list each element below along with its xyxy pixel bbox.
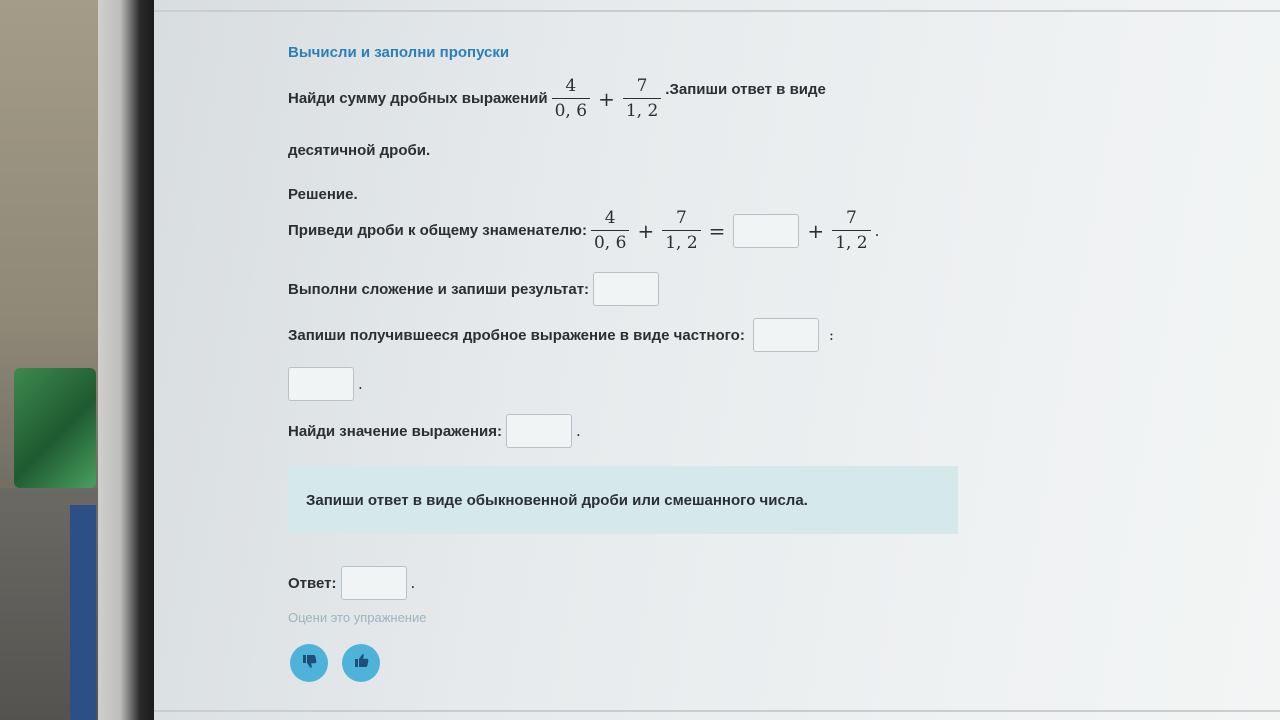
rate-exercise-label: Оцени это упражнение [288,610,427,625]
dislike-button[interactable] [290,644,328,682]
step-addition [288,272,663,306]
plus-sign: + [598,86,615,111]
background-post [70,505,96,720]
screen [154,0,1280,720]
like-button[interactable] [342,644,380,682]
exercise-card [288,0,1188,720]
statement-text-after: .Запиши ответ в виде [665,81,826,98]
hint-text: Запиши ответ в виде обыкновенной дроби или смешанного числа. [306,491,808,509]
task-statement [288,76,826,121]
step4-answer-input[interactable] [506,414,572,448]
fraction-7-over-1-2: $\frac{7}{1, 2}$ [623,76,661,121]
step1-period: . [874,221,880,240]
fraction-7-over-1-2: $\frac{7}{1, 2}$ [832,208,870,253]
statement-line2: десятичной дроби. [288,142,431,159]
step-quotient-line2 [288,367,363,401]
step3-dividend-input[interactable] [753,318,819,352]
step4-period: . [575,422,581,440]
exercise-title: Вычисли и заполни пропуски [288,44,510,61]
equals-sign: = [708,218,726,243]
step4-label: Найди значение выражения: [288,422,502,440]
monitor-bezel [98,0,154,720]
answer-label: Ответ: [288,574,337,592]
hint-box [288,466,958,534]
thumbs-down-icon [299,651,319,676]
division-sign: : [828,326,834,344]
step-common-denominator [288,208,879,253]
plus-sign: + [807,218,825,243]
answer-row [288,566,415,600]
fraction-4-over-0-6: $\frac{4}{0, 6}$ [591,208,629,253]
fraction-7-over-1-2: $\frac{7}{1, 2}$ [662,208,700,253]
step1-answer-input[interactable] [733,214,799,248]
step-evaluate [288,414,581,448]
statement-text: Найди сумму дробных выражений [288,90,548,107]
solution-heading: Решение. [288,186,358,203]
answer-period: . [410,574,416,592]
final-answer-input[interactable] [341,566,407,600]
background-plant [14,368,96,488]
step-quotient [288,318,834,352]
step3-period: . [358,375,363,393]
step2-answer-input[interactable] [593,272,659,306]
step1-label: Приведи дроби к общему знаменателю: [288,222,587,239]
plus-sign: + [637,218,655,243]
step3-label: Запиши получившееся дробное выражение в виде частного: [288,326,745,344]
fraction-4-over-0-6: $\frac{4}{0, 6}$ [552,76,590,121]
step2-label: Выполни сложение и запиши результат: [288,280,590,298]
thumbs-up-icon [351,651,371,676]
step3-divisor-input[interactable] [288,367,354,401]
